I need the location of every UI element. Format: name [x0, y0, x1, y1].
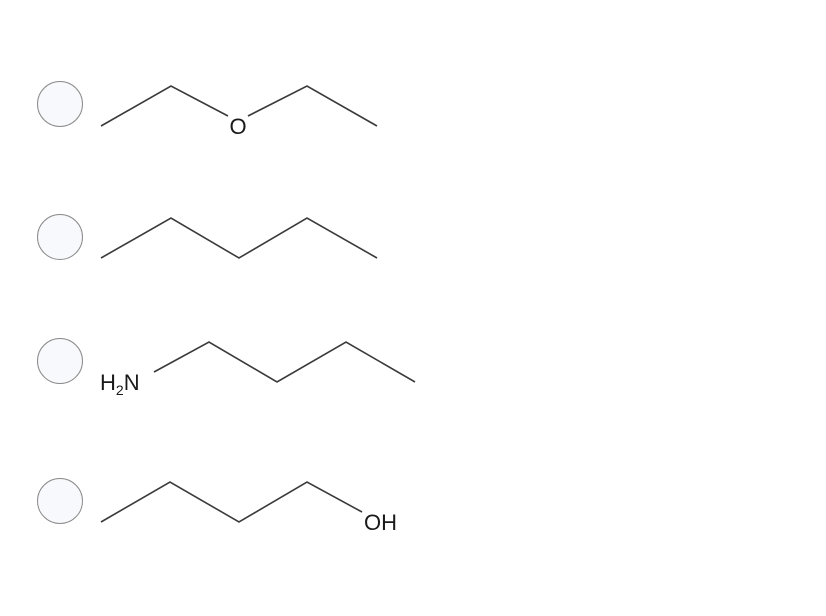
answer-option-3[interactable]: [0, 306, 826, 416]
oxygen-atom-label: O: [229, 114, 247, 139]
bond-chain: [154, 342, 415, 382]
structure-butanol: [0, 446, 826, 556]
answer-option-1[interactable]: [0, 48, 826, 158]
structure-butane: [0, 182, 826, 292]
amine-group-label: $H_2N$: [100, 370, 140, 398]
hydroxyl-group-label: OH: [364, 510, 397, 535]
bond-chain: [101, 218, 377, 258]
bond-chain-left: [101, 86, 228, 126]
bond-chain-right: [248, 86, 377, 126]
structure-butylamine: [0, 306, 826, 416]
bond-chain: [101, 482, 362, 522]
answer-option-4[interactable]: [0, 446, 826, 556]
answer-option-2[interactable]: [0, 182, 826, 292]
structure-diethyl-ether: [0, 48, 826, 158]
